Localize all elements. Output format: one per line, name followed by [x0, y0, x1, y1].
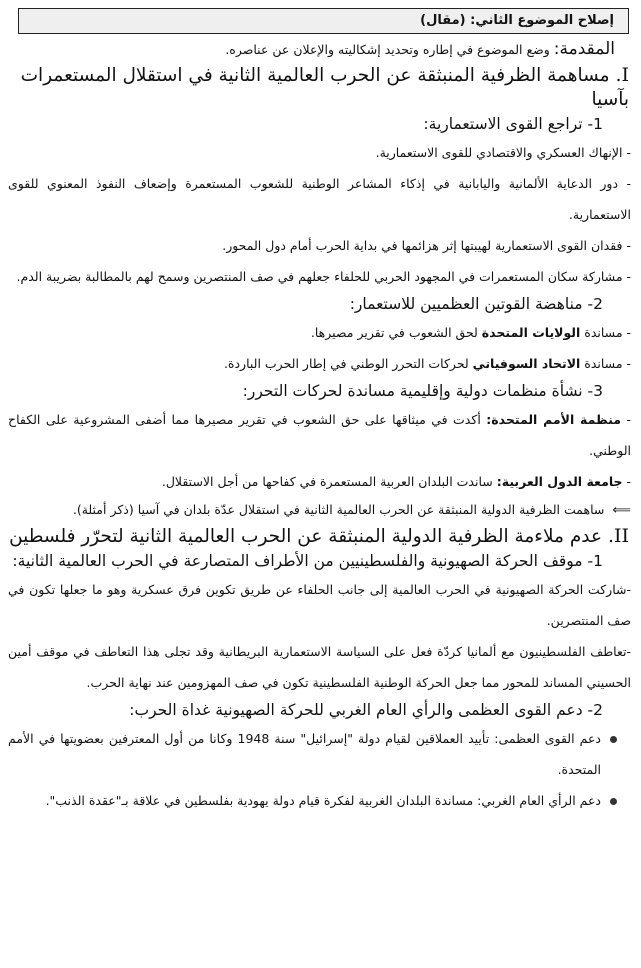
list-item — [8, 723, 615, 785]
item-prefix: - — [622, 474, 631, 489]
part2-title: عدم ملاءمة الظرفية الدولية المنبثقة عن الحرب العالمية الثانية لتحرّر فلسطين — [9, 526, 603, 547]
item-prefix: - — [621, 412, 631, 427]
item-keyword: منظمة الأمم المتحدة: — [486, 412, 622, 427]
part2-sub1-heading: 1- موقف الحركة الصهيونية والفلسطينيين من الأطراف المتصارعة في الحرب العالمية الثانية: — [12, 552, 603, 570]
part2-heading — [8, 524, 635, 549]
item-keyword: الولايات المتحدة — [481, 325, 581, 340]
item-keyword: الاتحاد السوفياتي — [472, 356, 581, 371]
part1-sub1-item: - مشاركة سكان المستعمرات في المجهود الحربي للحلفاء جعلهم في صف المنتصرين وسمح لهم بالمطالبة بضريبة الدم. — [16, 269, 631, 284]
part1-sub1-item: - الإنهاك العسكري والاقتصادي للقوى الاستعمارية. — [375, 145, 631, 160]
item-keyword: جامعة الدول العربية: — [496, 474, 623, 489]
item-text: لحق الشعوب في تقرير مصيرها. — [310, 325, 482, 340]
part1-sub2-item — [8, 348, 635, 379]
list-item — [8, 785, 615, 816]
item-text: أكدت في ميثاقها على حق الشعوب في تقرير مصيرها مما أضفى المشروعية على الكفاح الوطني. — [8, 412, 631, 458]
part1-conclusion — [8, 499, 635, 522]
item-prefix: - مساندة — [580, 356, 631, 371]
part1-sub3-heading: 3- نشأة منظمات دولية وإقليمية مساندة لحركات التحرر: — [242, 382, 603, 400]
part2-sub2-list — [8, 723, 635, 816]
part1-sub3-item — [8, 466, 635, 497]
list-item-text: دعم الرأي العام الغربي: مساندة البلدان الغربية لفكرة قيام دولة يهودية بفلسطين في علاقة بـ"عقدة الذنب". — [45, 793, 601, 808]
part1-sub2-item — [8, 317, 635, 348]
part1-heading — [8, 63, 635, 112]
part2-sub2-heading: 2- دعم القوى العظمى والرأي العام الغربي للحركة الصهيونية غداة الحرب: — [129, 701, 603, 719]
part1-sub2-heading: 2- مناهضة القوتين العظميين للاستعمار: — [349, 295, 603, 313]
part1-number: I. — [615, 64, 629, 86]
part2-sub1-item: -شاركت الحركة الصهيونية في الحرب العالمية إلى جانب الحلفاء عن طريق تكوين فرق عسكرية وهو ما جعلها تكون في صف المنتصرين. — [8, 582, 631, 628]
introduction-text: وضع الموضوع في إطاره وتحديد إشكاليته والإعلان عن عناصره. — [225, 42, 550, 57]
part2-number: II. — [607, 525, 629, 547]
bullet-icon — [610, 736, 617, 743]
introduction — [8, 38, 635, 61]
document-title: إصلاح الموضوع الثاني: (مقال) — [18, 8, 629, 34]
item-text: لحركات التحرر الوطني في إطار الحرب الباردة. — [223, 356, 473, 371]
part1-conclusion-text: ساهمت الظرفية الدولية المنبثقة عن الحرب العالمية الثانية في استقلال عدّة بلدان في آسيا (ذكر أمثلة). — [72, 502, 605, 517]
list-item-text: دعم القوى العظمى: تأييد العملاقين لقيام دولة "إسرائيل" سنة 1948 وكانا من أول المعترفين بعضويتها في الأمم المتحدة. — [8, 731, 602, 777]
document-page — [0, 8, 641, 968]
item-text: ساندت البلدان العربية المستعمرة في كفاحها من أجل الاستقلال. — [161, 474, 497, 489]
item-prefix: - مساندة — [580, 325, 631, 340]
part1-sub1-item: - فقدان القوى الاستعمارية لهيبتها إثر هزائمها في بداية الحرب أمام دول المحور. — [222, 238, 631, 253]
arrow-icon: ⟸ — [612, 503, 631, 518]
part2-sub1-item: -تعاطف الفلسطينيون مع ألمانيا كردّة فعل على السياسة الاستعمارية البريطانية وقد تجلى هذا التعاطف في موقف أمين الحسيني المساند للمحور مما جعل الحركة الوطنية الفلسطينية تكون في صف المهزومين عند نهاية الحرب. — [8, 644, 631, 690]
introduction-label: المقدمة: — [553, 39, 615, 59]
part1-sub3-item — [8, 404, 635, 466]
part1-sub1-heading: 1- تراجع القوى الاستعمارية: — [423, 115, 603, 133]
bullet-icon — [610, 798, 617, 805]
part1-sub1-item: - دور الدعاية الألمانية واليابانية في إذكاء المشاعر الوطنية للشعوب المستعمرة وإضعاف النفوذ المعنوي للقوى الاستعمارية. — [8, 176, 631, 222]
part1-title: مساهمة الظرفية المنبثقة عن الحرب العالمية الثانية في استقلال المستعمرات بآسيا — [20, 65, 629, 110]
